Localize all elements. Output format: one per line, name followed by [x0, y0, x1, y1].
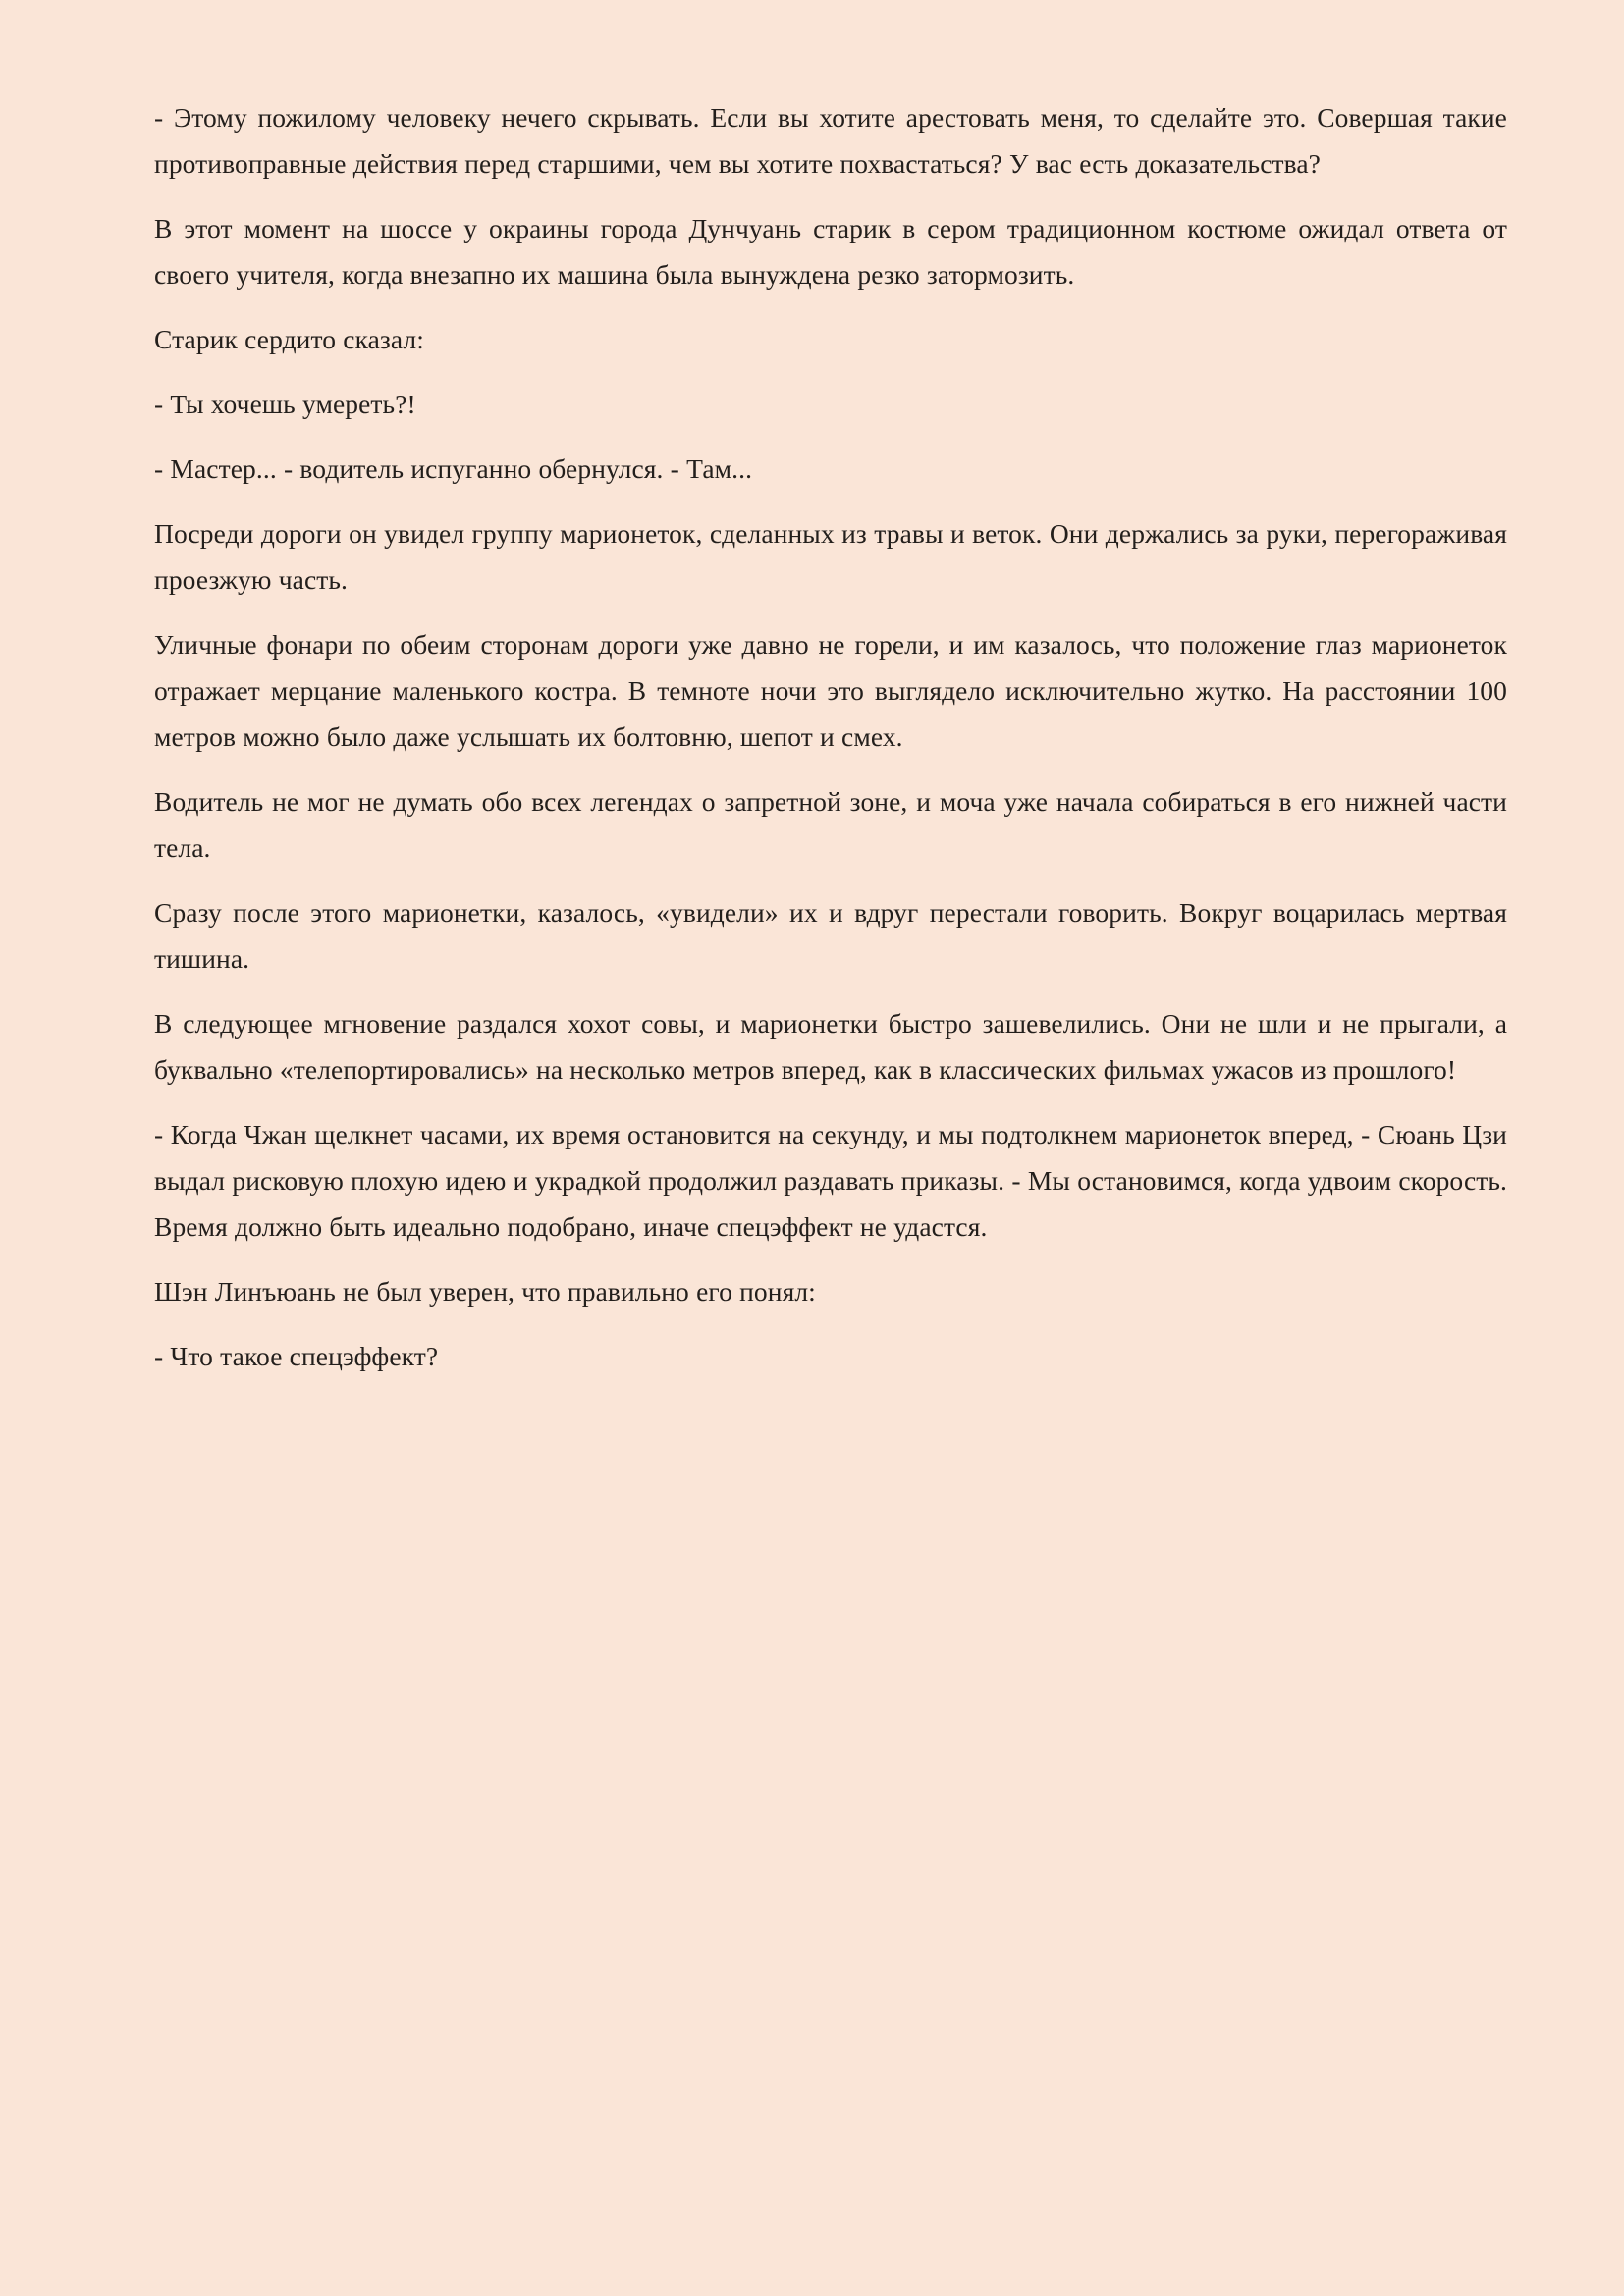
paragraph: Посреди дороги он увидел группу марионеток, сделанных из травы и веток. Они держались за руки, перегораживая проезжую часть.	[154, 518, 1507, 595]
body-text-column	[154, 94, 1507, 1398]
paragraph: - Ты хочешь умереть?!	[154, 389, 416, 419]
paragraph: Уличные фонари по обеим сторонам дороги уже давно не горели, и им казалось, что положение глаз марионеток отражает мерцание маленького костра. В темноте ночи это выглядело исключительно жутко. На расстоянии 100 метров можно было даже услышать их болтовню, шепот и смех.	[154, 629, 1507, 752]
paragraph: Водитель не мог не думать обо всех легендах о запретной зоне, и моча уже начала собираться в его нижней части тела.	[154, 786, 1507, 863]
paragraph: Старик сердито сказал:	[154, 324, 424, 354]
paragraph: В следующее мгновение раздался хохот совы, и марионетки быстро зашевелились. Они не шли и не прыгали, а буквально «телепортировались» на несколько метров вперед, как в классических фильмах ужасов из прошлого!	[154, 1008, 1507, 1085]
paragraph: Сразу после этого марионетки, казалось, «увидели» их и вдруг перестали говорить. Вокруг воцарилась мертвая тишина.	[154, 897, 1507, 974]
paragraph: В этот момент на шоссе у окраины города Дунчуань старик в сером традиционном костюме ожидал ответа от своего учителя, когда внезапно их машина была вынуждена резко затормозить.	[154, 213, 1507, 290]
paragraph: - Что такое спецэффект?	[154, 1341, 439, 1371]
paragraph: - Мастер... - водитель испуганно обернулся. - Там...	[154, 454, 753, 484]
paragraph: - Этому пожилому человеку нечего скрывать. Если вы хотите арестовать меня, то сделайте это. Совершая такие противоправные действия перед старшими, чем вы хотите похвастаться? У вас есть доказательства?	[154, 102, 1507, 179]
paragraph: - Когда Чжан щелкнет часами, их время остановится на секунду, и мы подтолкнем марионеток вперед, - Сюань Цзи выдал рисковую плохую идею и украдкой продолжил раздавать приказы. - Мы остановимся, когда удвоим скорость. Время должно быть идеально подобрано, иначе спецэффект не удастся.	[154, 1119, 1507, 1242]
paragraph: Шэн Линъюань не был уверен, что правильно его понял:	[154, 1276, 816, 1307]
